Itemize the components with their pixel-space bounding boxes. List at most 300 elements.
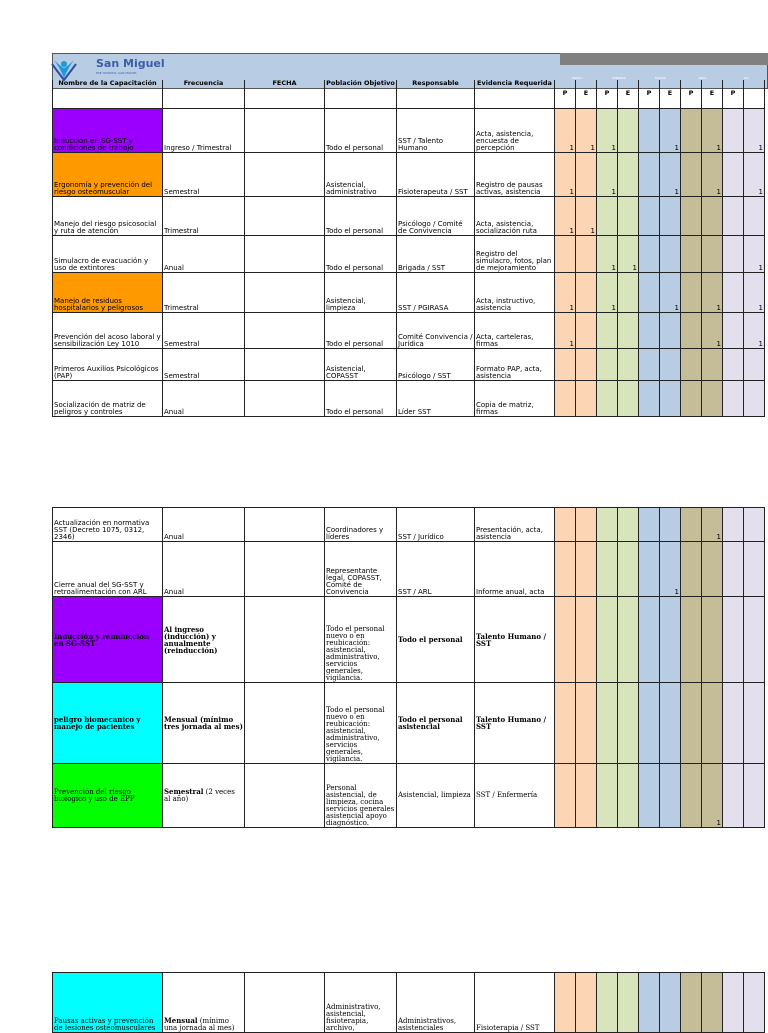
schedule-cell[interactable] xyxy=(744,764,765,828)
schedule-cell[interactable] xyxy=(618,152,639,196)
owner-cell[interactable] xyxy=(397,312,475,348)
training-topic-cell[interactable] xyxy=(53,508,163,542)
brand-subtitle: ESE HOSPITAL SAN MIGUEL xyxy=(96,71,137,75)
schedule-cell[interactable] xyxy=(597,272,618,312)
schedule-cell[interactable] xyxy=(555,312,576,348)
schedule-cell[interactable] xyxy=(618,380,639,416)
frequency-cell[interactable] xyxy=(163,272,245,312)
schedule-cell[interactable] xyxy=(639,196,660,235)
evidence-cell[interactable] xyxy=(475,380,555,416)
schedule-cell[interactable] xyxy=(576,348,597,380)
evidence-cell[interactable] xyxy=(475,542,555,597)
owner-cell[interactable] xyxy=(397,764,475,828)
population-text: Representante legal, COPASST, Comité de Convivencia xyxy=(326,567,382,596)
training-topic-cell[interactable] xyxy=(53,542,163,597)
col-header-blank xyxy=(744,80,765,108)
schedule-cell[interactable] xyxy=(555,683,576,764)
training-topic-text: Socialización de matriz de peligros y controles xyxy=(54,400,146,416)
schedule-cell[interactable] xyxy=(723,348,744,380)
col-header-e: E xyxy=(702,80,723,108)
schedule-cell[interactable] xyxy=(618,542,639,597)
schedule-cell[interactable] xyxy=(744,542,765,597)
schedule-cell[interactable] xyxy=(618,108,639,152)
table-row xyxy=(53,348,765,380)
owner-cell[interactable] xyxy=(397,272,475,312)
schedule-cell[interactable] xyxy=(681,764,702,828)
col-header-e: E xyxy=(618,80,639,108)
schedule-cell[interactable] xyxy=(723,152,744,196)
schedule-mark: 1 xyxy=(758,339,763,348)
schedule-cell[interactable] xyxy=(681,312,702,348)
schedule-mark: 1 xyxy=(716,819,721,827)
schedule-cell[interactable] xyxy=(597,152,618,196)
schedule-cell[interactable] xyxy=(681,380,702,416)
population-cell[interactable] xyxy=(325,196,397,235)
schedule-cell[interactable] xyxy=(597,542,618,597)
schedule-cell[interactable] xyxy=(681,272,702,312)
evidence-cell[interactable] xyxy=(475,235,555,272)
schedule-cell[interactable] xyxy=(681,508,702,542)
schedule-cell[interactable] xyxy=(618,272,639,312)
schedule-cell[interactable] xyxy=(723,272,744,312)
schedule-cell[interactable] xyxy=(744,508,765,542)
owner-cell[interactable] xyxy=(397,235,475,272)
population-text: Coordinadores y líderes xyxy=(326,526,384,541)
frequency-text: Anual xyxy=(164,263,184,272)
schedule-cell[interactable] xyxy=(576,196,597,235)
schedule-mark: 1 xyxy=(569,187,574,196)
schedule-mark: 1 xyxy=(758,263,763,272)
schedule-cell[interactable] xyxy=(660,597,681,683)
population-cell[interactable] xyxy=(325,312,397,348)
owner-cell[interactable] xyxy=(397,108,475,152)
owner-text: SST / PGIRASA xyxy=(398,303,449,312)
schedule-mark: 1 xyxy=(716,187,721,196)
schedule-cell[interactable] xyxy=(660,152,681,196)
date-cell[interactable] xyxy=(245,764,325,828)
owner-text: Todo el personal xyxy=(398,635,463,644)
schedule-cell[interactable] xyxy=(744,152,765,196)
training-topic-cell[interactable] xyxy=(53,196,163,235)
schedule-cell[interactable] xyxy=(681,683,702,764)
schedule-cell[interactable] xyxy=(618,508,639,542)
training-topic-text: Primeros Auxilios Psicológicos (PAP) xyxy=(54,364,159,380)
date-cell[interactable] xyxy=(245,312,325,348)
population-text: Todo el personal nuevo o en reubicación: asistencial, administrativo, servicios generales, vigilancia. xyxy=(326,706,385,763)
owner-text: Brigada / SST xyxy=(398,263,446,272)
schedule-cell[interactable] xyxy=(639,542,660,597)
frequency-text: Semestral xyxy=(164,339,200,348)
schedule-cell[interactable] xyxy=(702,508,723,542)
training-topic-cell[interactable] xyxy=(53,380,163,416)
frequency-cell[interactable] xyxy=(163,108,245,152)
evidence-text: Copia de matriz, firmas xyxy=(476,400,534,416)
schedule-cell[interactable] xyxy=(576,272,597,312)
frequency-cell[interactable] xyxy=(163,196,245,235)
owner-cell[interactable] xyxy=(397,508,475,542)
schedule-cell[interactable] xyxy=(660,196,681,235)
training-topic-text: Manejo del riesgo psicosocial y ruta de atención xyxy=(54,219,157,235)
schedule-cell[interactable] xyxy=(555,152,576,196)
training-topic-cell[interactable] xyxy=(53,348,163,380)
owner-text: SST / Talento Humano xyxy=(398,136,444,152)
schedule-cell[interactable] xyxy=(681,597,702,683)
schedule-cell[interactable] xyxy=(597,108,618,152)
schedule-cell[interactable] xyxy=(555,380,576,416)
frequency-note: (2 veces al año) xyxy=(164,788,235,803)
schedule-cell[interactable] xyxy=(639,152,660,196)
evidence-cell[interactable] xyxy=(475,764,555,828)
schedule-cell[interactable] xyxy=(597,508,618,542)
schedule-cell[interactable] xyxy=(597,597,618,683)
evidence-text: Formato PAP, acta, asistencia xyxy=(476,364,542,380)
evidence-text: Presentación, acta, asistencia xyxy=(476,526,543,541)
schedule-mark: 1 xyxy=(569,226,574,235)
schedule-cell[interactable] xyxy=(576,508,597,542)
schedule-cell[interactable] xyxy=(723,196,744,235)
schedule-cell[interactable] xyxy=(639,312,660,348)
schedule-mark: 1 xyxy=(674,143,679,152)
schedule-cell[interactable] xyxy=(744,196,765,235)
population-text: Todo el personal xyxy=(326,143,384,152)
schedule-cell[interactable] xyxy=(723,542,744,597)
schedule-cell[interactable] xyxy=(702,108,723,152)
evidence-text: Acta, carteleras, firmas xyxy=(476,332,534,348)
schedule-cell[interactable] xyxy=(723,683,744,764)
schedule-cell[interactable] xyxy=(555,272,576,312)
training-topic-text: Manejo de residuos hospitalarios y peligrosos xyxy=(54,296,144,312)
training-topic-cell[interactable] xyxy=(53,108,163,152)
population-cell[interactable] xyxy=(325,380,397,416)
frequency-text: Anual xyxy=(164,533,184,541)
schedule-cell[interactable] xyxy=(639,380,660,416)
schedule-cell[interactable] xyxy=(576,380,597,416)
owner-cell[interactable] xyxy=(397,597,475,683)
schedule-cell[interactable] xyxy=(618,597,639,683)
schedule-cell[interactable] xyxy=(618,196,639,235)
schedule-cell[interactable] xyxy=(744,380,765,416)
training-topic-cell[interactable] xyxy=(53,683,163,764)
evidence-text: Registro de pausas activas, asistencia xyxy=(476,180,543,196)
owner-cell[interactable] xyxy=(397,380,475,416)
schedule-cell[interactable] xyxy=(702,312,723,348)
training-topic-cell[interactable] xyxy=(53,152,163,196)
owner-cell[interactable] xyxy=(397,196,475,235)
training-topic-text: Simulacro de evacuación y uso de extintores xyxy=(54,256,149,272)
schedule-cell[interactable] xyxy=(660,272,681,312)
population-cell[interactable] xyxy=(325,597,397,683)
schedule-mark: 1 xyxy=(716,339,721,348)
schedule-cell[interactable] xyxy=(639,683,660,764)
schedule-cell[interactable] xyxy=(681,152,702,196)
col-header-frequency: Frecuencia xyxy=(163,80,245,108)
schedule-cell[interactable] xyxy=(744,683,765,764)
schedule-mark: 1 xyxy=(674,303,679,312)
schedule-cell[interactable] xyxy=(660,542,681,597)
schedule-cell[interactable] xyxy=(576,152,597,196)
owner-cell[interactable] xyxy=(397,542,475,597)
schedule-cell[interactable] xyxy=(702,683,723,764)
frequency-cell[interactable] xyxy=(163,348,245,380)
frequency-text: Mensual xyxy=(164,1016,198,1025)
date-cell[interactable] xyxy=(245,152,325,196)
schedule-mark: 1 xyxy=(674,588,679,596)
date-cell[interactable] xyxy=(245,108,325,152)
schedule-cell[interactable] xyxy=(702,542,723,597)
schedule-cell[interactable] xyxy=(639,272,660,312)
schedule-cell[interactable] xyxy=(597,683,618,764)
population-cell[interactable] xyxy=(325,152,397,196)
schedule-cell[interactable] xyxy=(576,312,597,348)
frequency-cell[interactable] xyxy=(163,312,245,348)
schedule-mark: 1 xyxy=(611,303,616,312)
schedule-cell[interactable] xyxy=(618,235,639,272)
evidence-cell[interactable] xyxy=(475,312,555,348)
frequency-text: Al ingreso (inducción) y anualmente (reinducción) xyxy=(164,624,218,655)
date-cell[interactable] xyxy=(245,380,325,416)
date-cell[interactable] xyxy=(245,235,325,272)
schedule-cell[interactable] xyxy=(744,348,765,380)
frequency-text: Trimestral xyxy=(164,226,199,235)
schedule-cell[interactable] xyxy=(555,235,576,272)
schedule-cell[interactable] xyxy=(660,683,681,764)
schedule-cell[interactable] xyxy=(555,764,576,828)
frequency-cell[interactable] xyxy=(163,152,245,196)
schedule-mark: 1 xyxy=(758,143,763,152)
training-topic-text: Prevención del riesgo biologico y uso de EPP xyxy=(54,787,135,803)
schedule-cell[interactable] xyxy=(597,764,618,828)
schedule-mark: 1 xyxy=(716,303,721,312)
month-label: ABRIL xyxy=(698,76,707,80)
schedule-mark: 1 xyxy=(569,339,574,348)
population-cell[interactable] xyxy=(325,542,397,597)
schedule-cell[interactable] xyxy=(660,508,681,542)
schedule-cell[interactable] xyxy=(702,380,723,416)
schedule-cell[interactable] xyxy=(639,597,660,683)
evidence-text: Fisioterapia / SST xyxy=(476,1024,540,1032)
schedule-mark: 1 xyxy=(674,187,679,196)
population-text: Personal asistencial, de limpieza, cocina servicios generales asistencial apoyo diagnóstico. xyxy=(326,784,395,827)
schedule-cell[interactable] xyxy=(576,597,597,683)
frequency-cell[interactable] xyxy=(163,380,245,416)
evidence-text: Acta, asistencia, socialización ruta xyxy=(476,219,537,235)
date-cell[interactable] xyxy=(245,272,325,312)
schedule-cell[interactable] xyxy=(576,235,597,272)
brand-name: San Miguel xyxy=(96,57,165,70)
schedule-cell[interactable] xyxy=(681,542,702,597)
schedule-cell[interactable] xyxy=(555,542,576,597)
month-label: MARZO xyxy=(655,76,667,80)
schedule-cell[interactable] xyxy=(639,348,660,380)
evidence-cell[interactable] xyxy=(475,683,555,764)
population-cell[interactable] xyxy=(325,272,397,312)
schedule-cell[interactable] xyxy=(702,235,723,272)
evidence-cell[interactable] xyxy=(475,272,555,312)
date-cell[interactable] xyxy=(245,683,325,764)
schedule-cell[interactable] xyxy=(723,597,744,683)
schedule-cell[interactable] xyxy=(723,108,744,152)
frequency-text: Anual xyxy=(164,588,184,596)
frequency-cell[interactable] xyxy=(163,235,245,272)
schedule-cell[interactable] xyxy=(723,235,744,272)
schedule-mark: 1 xyxy=(590,226,595,235)
schedule-cell[interactable] xyxy=(744,312,765,348)
population-text: Asistencial, administrativo xyxy=(326,180,377,196)
schedule-cell[interactable] xyxy=(576,683,597,764)
date-cell[interactable] xyxy=(245,508,325,542)
schedule-cell[interactable] xyxy=(555,597,576,683)
evidence-cell[interactable] xyxy=(475,152,555,196)
schedule-cell[interactable] xyxy=(723,764,744,828)
training-topic-text: Prevención del acoso laboral y sensibilización Ley 1010 xyxy=(54,332,161,348)
owner-text: SST / Jurídico xyxy=(398,533,444,541)
owner-text: Todo el personal asistencial xyxy=(398,715,463,731)
population-cell[interactable] xyxy=(325,235,397,272)
schedule-cell[interactable] xyxy=(660,312,681,348)
training-topic-text: Cierre anual del SG-SST y retroalimentación con ARL xyxy=(54,581,147,596)
schedule-cell[interactable] xyxy=(597,312,618,348)
evidence-text: SST / Enfermería xyxy=(476,791,538,799)
schedule-cell[interactable] xyxy=(744,272,765,312)
training-topic-cell[interactable] xyxy=(53,272,163,312)
training-topic-cell[interactable] xyxy=(53,235,163,272)
schedule-cell[interactable] xyxy=(702,196,723,235)
table-row xyxy=(53,312,765,348)
evidence-cell[interactable] xyxy=(475,196,555,235)
training-topic-cell[interactable] xyxy=(53,312,163,348)
population-cell[interactable] xyxy=(325,764,397,828)
col-header-owner: Responsable xyxy=(397,80,475,108)
population-text: Todo el personal xyxy=(326,339,384,348)
schedule-cell[interactable] xyxy=(576,108,597,152)
evidence-cell[interactable] xyxy=(475,508,555,542)
date-cell[interactable] xyxy=(245,597,325,683)
schedule-cell[interactable] xyxy=(639,108,660,152)
owner-cell[interactable] xyxy=(397,683,475,764)
schedule-cell[interactable] xyxy=(744,235,765,272)
schedule-cell[interactable] xyxy=(597,348,618,380)
schedule-cell[interactable] xyxy=(723,508,744,542)
date-cell[interactable] xyxy=(245,348,325,380)
owner-cell[interactable] xyxy=(397,348,475,380)
schedule-cell[interactable] xyxy=(681,108,702,152)
schedule-cell[interactable] xyxy=(618,348,639,380)
schedule-cell[interactable] xyxy=(702,348,723,380)
schedule-cell[interactable] xyxy=(702,764,723,828)
schedule-cell[interactable] xyxy=(639,235,660,272)
schedule-mark: 1 xyxy=(758,303,763,312)
owner-text: Asistencial, limpieza xyxy=(398,791,471,799)
schedule-cell[interactable] xyxy=(618,764,639,828)
schedule-cell[interactable] xyxy=(597,380,618,416)
date-cell[interactable] xyxy=(245,542,325,597)
evidence-cell[interactable] xyxy=(475,108,555,152)
frequency-text: Anual xyxy=(164,407,184,416)
schedule-cell[interactable] xyxy=(723,380,744,416)
owner-cell[interactable] xyxy=(397,152,475,196)
schedule-cell[interactable] xyxy=(723,312,744,348)
owner-text: Psicólogo / SST xyxy=(398,371,451,380)
col-header-p: P xyxy=(597,80,618,108)
evidence-text: Talento Humano / SST xyxy=(476,715,547,731)
population-cell[interactable] xyxy=(325,508,397,542)
schedule-cell[interactable] xyxy=(660,764,681,828)
schedule-cell[interactable] xyxy=(639,508,660,542)
schedule-mark: 1 xyxy=(716,533,721,541)
schedule-mark: 1 xyxy=(590,143,595,152)
schedule-cell[interactable] xyxy=(639,764,660,828)
schedule-cell[interactable] xyxy=(576,764,597,828)
evidence-text: Registro del simulacro, fotos, plan de mejoramiento xyxy=(476,249,552,272)
schedule-cell[interactable] xyxy=(618,683,639,764)
schedule-cell[interactable] xyxy=(681,235,702,272)
training-topic-text: Actualización en normativa SST (Decreto 1075, 0312, 2346) xyxy=(54,519,150,541)
owner-text: Fisioterapeuta / SST xyxy=(398,187,468,196)
training-topic-cell[interactable] xyxy=(53,597,163,683)
header-dark-strip xyxy=(560,53,768,65)
schedule-cell[interactable] xyxy=(702,152,723,196)
table-row xyxy=(53,597,765,683)
schedule-cell[interactable] xyxy=(681,348,702,380)
schedule-cell[interactable] xyxy=(555,108,576,152)
frequency-cell[interactable] xyxy=(163,764,245,828)
schedule-cell[interactable] xyxy=(681,196,702,235)
frequency-cell[interactable] xyxy=(163,683,245,764)
population-cell[interactable] xyxy=(325,348,397,380)
col-header-evidence: Evidencia Requerida xyxy=(475,80,555,108)
training-topic-cell[interactable] xyxy=(53,764,163,828)
col-header-p: P xyxy=(723,80,744,108)
frequency-note: (mínimo una jornada al mes) xyxy=(164,1017,235,1032)
frequency-cell[interactable] xyxy=(163,508,245,542)
population-text: Todo el personal xyxy=(326,407,384,416)
schedule-mark: 1 xyxy=(569,303,574,312)
evidence-text: Talento Humano / SST xyxy=(476,631,547,648)
frequency-cell[interactable] xyxy=(163,597,245,683)
schedule-cell[interactable] xyxy=(555,348,576,380)
owner-text: Líder SST xyxy=(398,407,431,416)
schedule-cell[interactable] xyxy=(576,542,597,597)
schedule-cell[interactable] xyxy=(555,196,576,235)
schedule-cell[interactable] xyxy=(702,272,723,312)
evidence-cell[interactable] xyxy=(475,597,555,683)
schedule-cell[interactable] xyxy=(660,380,681,416)
col-header-p: P xyxy=(681,80,702,108)
owner-text: Comité Convivencia / Jurídica xyxy=(398,332,473,348)
training-topic-text: Inducción y reinducción en SG-SST xyxy=(54,631,150,648)
frequency-text: Semestral xyxy=(164,187,200,196)
population-text: Todo el personal xyxy=(326,226,384,235)
population-text: Administrativo, asistencial, fisioterapia, archivo, xyxy=(326,1003,381,1032)
schedule-cell[interactable] xyxy=(597,196,618,235)
schedule-cell[interactable] xyxy=(555,508,576,542)
frequency-cell[interactable] xyxy=(163,542,245,597)
evidence-cell[interactable] xyxy=(475,348,555,380)
schedule-cell[interactable] xyxy=(744,597,765,683)
schedule-cell[interactable] xyxy=(702,597,723,683)
schedule-cell[interactable] xyxy=(660,348,681,380)
schedule-cell[interactable] xyxy=(597,235,618,272)
population-cell[interactable] xyxy=(325,108,397,152)
schedule-cell[interactable] xyxy=(744,108,765,152)
schedule-cell[interactable] xyxy=(618,312,639,348)
schedule-cell[interactable] xyxy=(660,235,681,272)
population-cell[interactable] xyxy=(325,683,397,764)
training-topic-text: Pausas activas y prevención de lesiones osteomusculares xyxy=(54,1017,156,1032)
date-cell[interactable] xyxy=(245,196,325,235)
table-row xyxy=(53,764,765,828)
schedule-cell[interactable] xyxy=(660,108,681,152)
